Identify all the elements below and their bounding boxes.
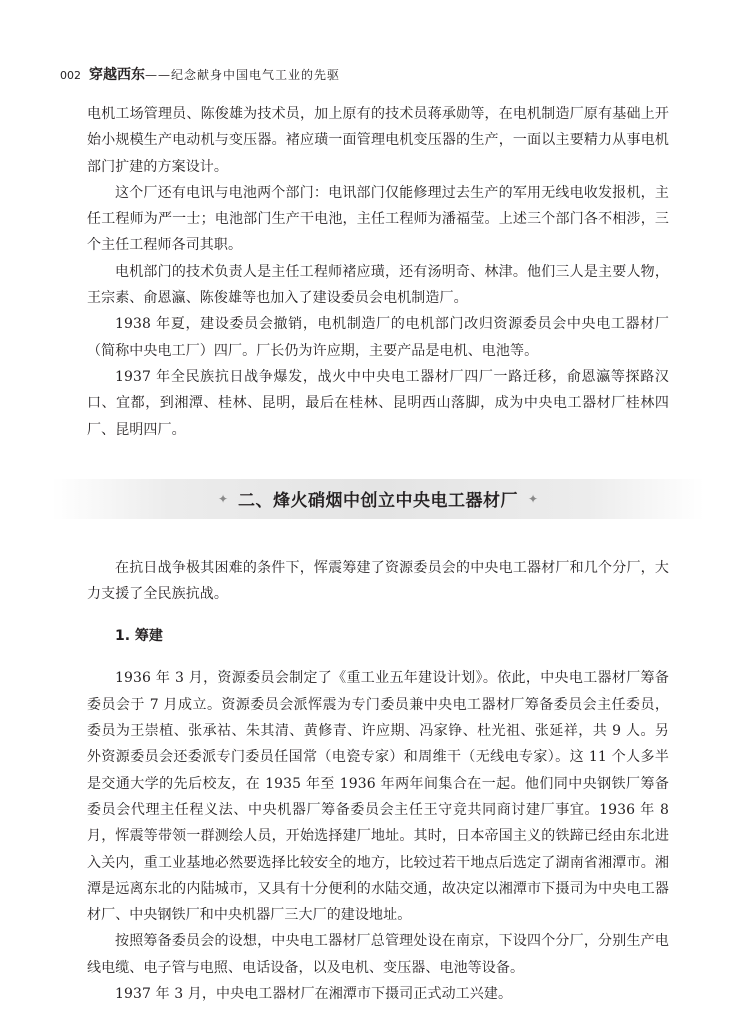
paragraph: 按照筹备委员会的设想，中央电工器材厂总管理处设在南京，下设四个分厂，分别生产电线电缆、电子管与电照、电话设备，以及电机、变压器、电池等设备。: [87, 933, 669, 976]
page-number: 002: [60, 69, 81, 82]
paragraph: 1938 年夏，建设委员会撤销，电机制造厂的电机部门改归资源委员会中央电工器材厂（简称中央电工厂）四厂。厂长仍为许应期，主要产品是电机、电池等。: [87, 316, 669, 359]
ornament-icon: ✦: [217, 491, 228, 506]
running-header: [60, 64, 340, 84]
section-heading-banner: [52, 479, 704, 519]
subheading: 1. 筹建: [115, 628, 163, 645]
book-title: 穿越西东: [89, 67, 145, 83]
page-body: [87, 101, 669, 1007]
paragraph-continued: 电机工场管理员、陈俊雄为技术员，加上原有的技术员蒋承勋等，在电机制造厂原有基础上开始小规模生产电动机与变压器。褚应璜一面管理电机变压器的生产，一面以主要精力从事电机部门扩建的方案设计。: [87, 106, 669, 175]
paragraph: 1936 年 3 月，资源委员会制定了《重工业五年建设计划》。依此，中央电工器材厂筹备委员会于 7 月成立。资源委员会派恽震为专门委员兼中央电工器材厂筹备委员会主任委员，委员为王崇植、张承祜、朱其清、黄修青、许应期、冯家铮、杜光祖、张延祥，共 9 人。另外资源委员会还委派专门委员任国常（电瓷专家）和周维干（无线电专家）。这 11 个人多半是交通大学的先后校友，在 1935 年至 1936 年两年间集合在一起。他们同中央钢铁厂筹备委员会代理主任程义法、中央机器厂筹备委员会主任王守竞共同商讨建厂事宜。1936 年 8 月，恽震等带领一群测绘人员，开始选择建厂地址。其时，日本帝国主义的铁蹄已经由东北进入关内，重工业基地必然要选择比较安全的地方，比较过若干地点后选定了湖南省湘潭市。湘潭是远离东北的内陆城市，又具有十分便利的水陆交通，故决定以湘潭市下摄司为中央电工器材厂、中央钢铁厂和中央机器厂三大厂的建设地址。: [87, 670, 669, 924]
section-title: 二、烽火硝烟中创立中央电工器材厂: [238, 491, 518, 512]
paragraph: 1937 年全民族抗日战争爆发，战火中中央电工器材厂四厂一路迁移，俞恩瀛等探路汉口、宜都，到湘潭、桂林、昆明，最后在桂林、昆明西山落脚，成为中央电工器材厂桂林四厂、昆明四厂。: [87, 368, 669, 438]
paragraph: 电机部门的技术负责人是主任工程师褚应璜，还有汤明奇、林津。他们三人是主要人物，王宗素、俞恩瀛、陈俊雄等也加入了建设委员会电机制造厂。: [87, 263, 669, 307]
section-intro: 在抗日战争极其困难的条件下，恽震筹建了资源委员会的中央电工器材厂和几个分厂，大力支援了全民族抗战。: [87, 559, 669, 603]
ornament-icon: ✦: [528, 491, 539, 506]
paragraph: 1937 年 3 月，中央电工器材厂在湘潭市下摄司正式动工兴建。: [115, 986, 513, 1003]
book-subtitle: ——纪念献身中国电气工业的先驱: [145, 68, 341, 82]
paragraph: 这个厂还有电讯与电池两个部门：电讯部门仅能修理过去生产的军用无线电收发报机，主任工程师为严一士；电池部门生产干电池，主任工程师为潘福莹。上述三个部门各不相涉，三个主任工程师各司其职。: [87, 184, 669, 254]
